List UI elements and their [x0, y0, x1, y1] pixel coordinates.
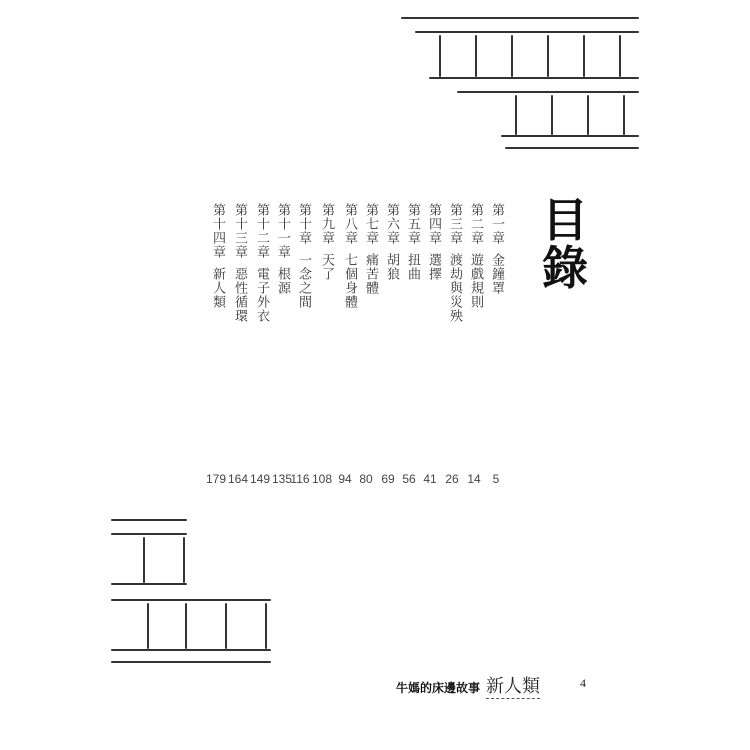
toc-entry-2[interactable] — [465, 203, 485, 309]
toc-page-number: 41 — [423, 472, 437, 486]
toc-entry-12[interactable] — [251, 203, 271, 323]
toc-heading — [538, 193, 592, 295]
toc-entry-8[interactable] — [339, 203, 359, 309]
toc-entry-3[interactable] — [444, 203, 464, 323]
toc-entry-11[interactable] — [272, 203, 292, 295]
toc-entry-1[interactable] — [486, 203, 506, 295]
footer-book-title: 牛媽的床邊故事 — [396, 681, 481, 695]
chapter-label: 第十四章 — [210, 203, 225, 259]
chapter-label: 第八章 — [342, 203, 357, 245]
chapter-label: 第三章 — [447, 203, 462, 245]
chapter-title: 痛苦體 — [363, 253, 378, 295]
toc-page-number: 149 — [249, 472, 271, 486]
toc-page-number: 135 — [271, 472, 293, 486]
toc-entry-10[interactable] — [293, 203, 313, 309]
chapter-title: 選擇 — [426, 253, 441, 281]
chapter-title: 金鐘罩 — [489, 253, 504, 295]
toc-entry-13[interactable] — [229, 203, 249, 323]
chapter-label: 第十章 — [296, 203, 311, 245]
toc-entry-14[interactable] — [207, 203, 227, 309]
bottom-frame — [112, 520, 270, 662]
running-footer — [396, 672, 540, 696]
chapter-title: 渡劫與災殃 — [447, 253, 462, 323]
toc-page-number: 164 — [227, 472, 249, 486]
chapter-label: 第九章 — [319, 203, 334, 245]
toc-entry-6[interactable] — [381, 203, 401, 281]
toc-page-number: 108 — [311, 472, 333, 486]
chapter-label: 第十三章 — [232, 203, 247, 259]
chapter-label: 第六章 — [384, 203, 399, 245]
toc-page-number: 56 — [402, 472, 416, 486]
footer-volume-title: 新人類 — [486, 672, 540, 699]
toc-entry-7[interactable] — [360, 203, 380, 295]
chapter-label: 第一章 — [489, 203, 504, 245]
chapter-label: 第七章 — [363, 203, 378, 245]
chapter-label: 第十二章 — [254, 203, 269, 259]
chapter-title: 遊戲規則 — [468, 253, 483, 309]
toc-entry-9[interactable] — [316, 203, 336, 281]
toc-heading-char-2: 錄 — [542, 241, 588, 295]
chapter-title: 胡狼 — [384, 253, 399, 281]
toc-heading-char-1: 目 — [542, 193, 588, 247]
chapter-title: 新人類 — [210, 267, 225, 309]
chapter-label: 第四章 — [426, 203, 441, 245]
toc-entry-4[interactable] — [423, 203, 443, 281]
toc-entry-5[interactable] — [402, 203, 422, 281]
toc-page-number: 94 — [338, 472, 352, 486]
toc-page-number: 179 — [205, 472, 227, 486]
chapter-title: 扭曲 — [405, 253, 420, 281]
chapter-title: 七個身體 — [342, 253, 357, 309]
toc-page-number: 14 — [467, 472, 481, 486]
toc-page-number: 80 — [359, 472, 373, 486]
chapter-label: 第五章 — [405, 203, 420, 245]
chapter-title: 一念之間 — [296, 253, 311, 309]
chapter-title: 天了 — [319, 253, 334, 281]
toc-page-number: 69 — [381, 472, 395, 486]
toc-page-number: 5 — [492, 472, 500, 486]
toc-page-number: 26 — [445, 472, 459, 486]
page-number: 4 — [580, 676, 586, 690]
chapter-title: 電子外衣 — [254, 267, 269, 323]
chapter-title: 惡性循環 — [232, 267, 247, 323]
toc-page-number: 116 — [290, 472, 310, 486]
top-frame — [402, 18, 638, 148]
chapter-label: 第二章 — [468, 203, 483, 245]
chapter-title: 根源 — [275, 267, 290, 295]
chapter-label: 第十一章 — [275, 203, 290, 259]
